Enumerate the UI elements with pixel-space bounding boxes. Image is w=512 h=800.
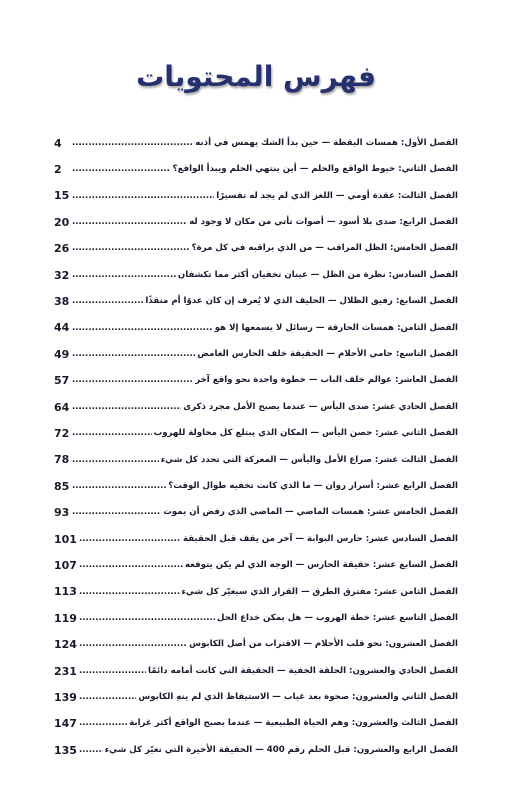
entry-label: الفصل الحادي عشر: صدى اليأس — عندما يصبح الأمل مجرد ذكرى <box>183 401 458 412</box>
leader-dots <box>79 640 187 649</box>
entry-label: الفصل الثامن عشر: مفترق الطرق — القرار الذي سيغيّر كل شيء <box>181 586 458 597</box>
entry-page: 26 <box>54 242 70 256</box>
entry-page: 147 <box>54 717 77 731</box>
toc-entry[interactable] <box>54 236 458 262</box>
entry-page: 101 <box>54 532 77 546</box>
entry-page: 57 <box>54 374 70 388</box>
toc-entry[interactable] <box>54 711 458 737</box>
leader-dots <box>79 588 180 597</box>
entry-page: 20 <box>54 215 70 229</box>
toc-entry[interactable] <box>54 447 458 473</box>
leader-dots <box>72 218 187 227</box>
entry-label: الفصل السادس: نظرة من الظل — عينان تخفيان أكثر مما تكشفان <box>177 269 458 280</box>
leader-dots <box>79 667 146 676</box>
entry-page: 38 <box>54 295 70 309</box>
entry-label: الفصل الحادي والعشرون: الحلقة الخفية — الحقيقة التي كانت أمامه دائمًا <box>148 665 458 676</box>
toc-entry[interactable] <box>54 737 458 763</box>
toc-entry[interactable] <box>54 315 458 341</box>
entry-page: 85 <box>54 479 70 493</box>
leader-dots <box>72 456 159 465</box>
toc-entry[interactable] <box>54 183 458 209</box>
entry-page: 135 <box>54 743 77 757</box>
toc-entry[interactable] <box>54 130 458 156</box>
leader-dots <box>79 746 103 755</box>
entry-label: الفصل الرابع: صدى بلا أسود — أصوات تأتي من مكان لا وجود له <box>189 217 458 228</box>
leader-dots <box>72 482 166 491</box>
entry-label: الفصل الثاني عشر: حصن اليأس — المكان الذي يبتلع كل محاولة للهروب <box>153 428 458 439</box>
toc-entry[interactable] <box>54 526 458 552</box>
entry-label: الفصل العاشر: عوالم خلف الباب — خطوة واحدة نحو واقع آخر <box>195 375 458 386</box>
entry-label: الفصل الثاني والعشرون: صحوة بعد غياب — الاستيقاظ الذي لم ينهِ الكابوس <box>138 692 458 703</box>
toc-entry[interactable] <box>54 684 458 710</box>
leader-dots <box>72 192 214 201</box>
entry-page: 64 <box>54 400 70 414</box>
toc-entry[interactable] <box>54 209 458 235</box>
entry-page: 15 <box>54 189 70 203</box>
leader-dots <box>72 244 190 253</box>
toc-entry[interactable] <box>54 631 458 657</box>
entry-label: الفصل التاسع: حامي الأحلام — الحقيقة خلف الحارس الغامض <box>197 349 458 360</box>
leader-dots <box>72 508 161 517</box>
entry-page: 139 <box>54 690 77 704</box>
entry-label: الفصل الخامس عشر: همسات الماضي — الماضي الذي رفض أن يموت <box>163 507 458 518</box>
toc-entry[interactable] <box>54 368 458 394</box>
entry-page: 32 <box>54 268 70 282</box>
leader-dots <box>72 297 143 306</box>
leader-dots <box>79 614 215 623</box>
entry-page: 49 <box>54 347 70 361</box>
toc-list <box>54 130 458 763</box>
leader-dots <box>72 324 213 333</box>
entry-page: 124 <box>54 638 77 652</box>
toc-entry[interactable] <box>54 341 458 367</box>
entry-page: 119 <box>54 611 77 625</box>
toc-entry[interactable] <box>54 579 458 605</box>
entry-page: 107 <box>54 558 77 572</box>
page-title: فهرس المحتويات <box>136 60 376 93</box>
entry-label: الفصل الأول: همسات اليقظة — حين بدأ الشك يهمس في أذنه <box>195 137 458 148</box>
entry-label: الفصل الثالث: عقدة أومي — اللغز الذي لم يجد له تفسيرًا <box>216 190 458 201</box>
leader-dots <box>79 561 183 570</box>
entry-page: 72 <box>54 426 70 440</box>
entry-label: الفصل الرابع عشر: أسرار روان — ما الذي كانت تخفيه طوال الوقت؟ <box>168 480 458 491</box>
toc-entry[interactable] <box>54 499 458 525</box>
entry-label: الفصل السابع عشر: حقيقة الحارس — الوجه الذي لم يكن يتوقعه <box>184 560 458 571</box>
toc-entry[interactable] <box>54 288 458 314</box>
toc-entry[interactable] <box>54 658 458 684</box>
entry-label: الفصل الثاني: خيوط الواقع والحلم — أين ينتهي الحلم ويبدأ الواقع؟ <box>172 164 458 175</box>
leader-dots <box>79 693 136 702</box>
entry-label: الفصل الخامس: الظل المراقب — من الذي يراقبه في كل مرة؟ <box>191 243 458 254</box>
entry-page: 113 <box>54 585 77 599</box>
entry-label: الفصل الثالث عشر: صراع الأمل واليأس — المعركة التي تحدد كل شيء <box>160 454 458 465</box>
leader-dots <box>72 429 152 438</box>
toc-entry[interactable] <box>54 394 458 420</box>
toc-entry[interactable] <box>54 605 458 631</box>
leader-dots <box>79 719 127 728</box>
entry-label: الفصل الثالث والعشرون: وهم الحياة الطبيعية — عندما يصبح الواقع أكثر غرابة <box>129 718 458 729</box>
toc-entry[interactable] <box>54 473 458 499</box>
leader-dots <box>72 271 176 280</box>
entry-page: 93 <box>54 506 70 520</box>
entry-label: الفصل الثامن: همسات الحارقة — رسائل لا يسمعها إلا هو <box>214 322 458 333</box>
entry-label: الفصل السادس عشر: حارس البوابة — آخر من يقف قبل الحقيقة <box>183 533 458 544</box>
leader-dots <box>72 376 193 385</box>
leader-dots <box>72 139 193 148</box>
entry-page: 4 <box>54 136 62 150</box>
entry-page: 78 <box>54 453 70 467</box>
entry-page: 2 <box>54 163 62 177</box>
entry-page: 44 <box>54 321 70 335</box>
entry-label: الفصل التاسع عشر: خطة الهروب — هل يمكن خداع الحل <box>217 612 458 623</box>
entry-label: الفصل العشرون: نحو قلب الأحلام — الاقتراب من أصل الكابوس <box>189 639 458 650</box>
entry-label: الفصل الرابع والعشرون: قبل الحلم رقم 400 — الحقيقة الأخيرة التي تغيّر كل شيء <box>104 744 458 755</box>
leader-dots <box>72 403 181 412</box>
leader-dots <box>79 535 181 544</box>
toc-entry[interactable] <box>54 156 458 182</box>
toc-entry[interactable] <box>54 262 458 288</box>
entry-label: الفصل السابع: رفيق الظلال — الحليف الذي لا يُعرف إن كان عدوًا أم منقذًا <box>145 296 458 307</box>
entry-page: 231 <box>54 664 77 678</box>
leader-dots <box>72 350 195 359</box>
leader-dots <box>72 165 171 174</box>
toc-entry[interactable] <box>54 420 458 446</box>
toc-entry[interactable] <box>54 552 458 578</box>
